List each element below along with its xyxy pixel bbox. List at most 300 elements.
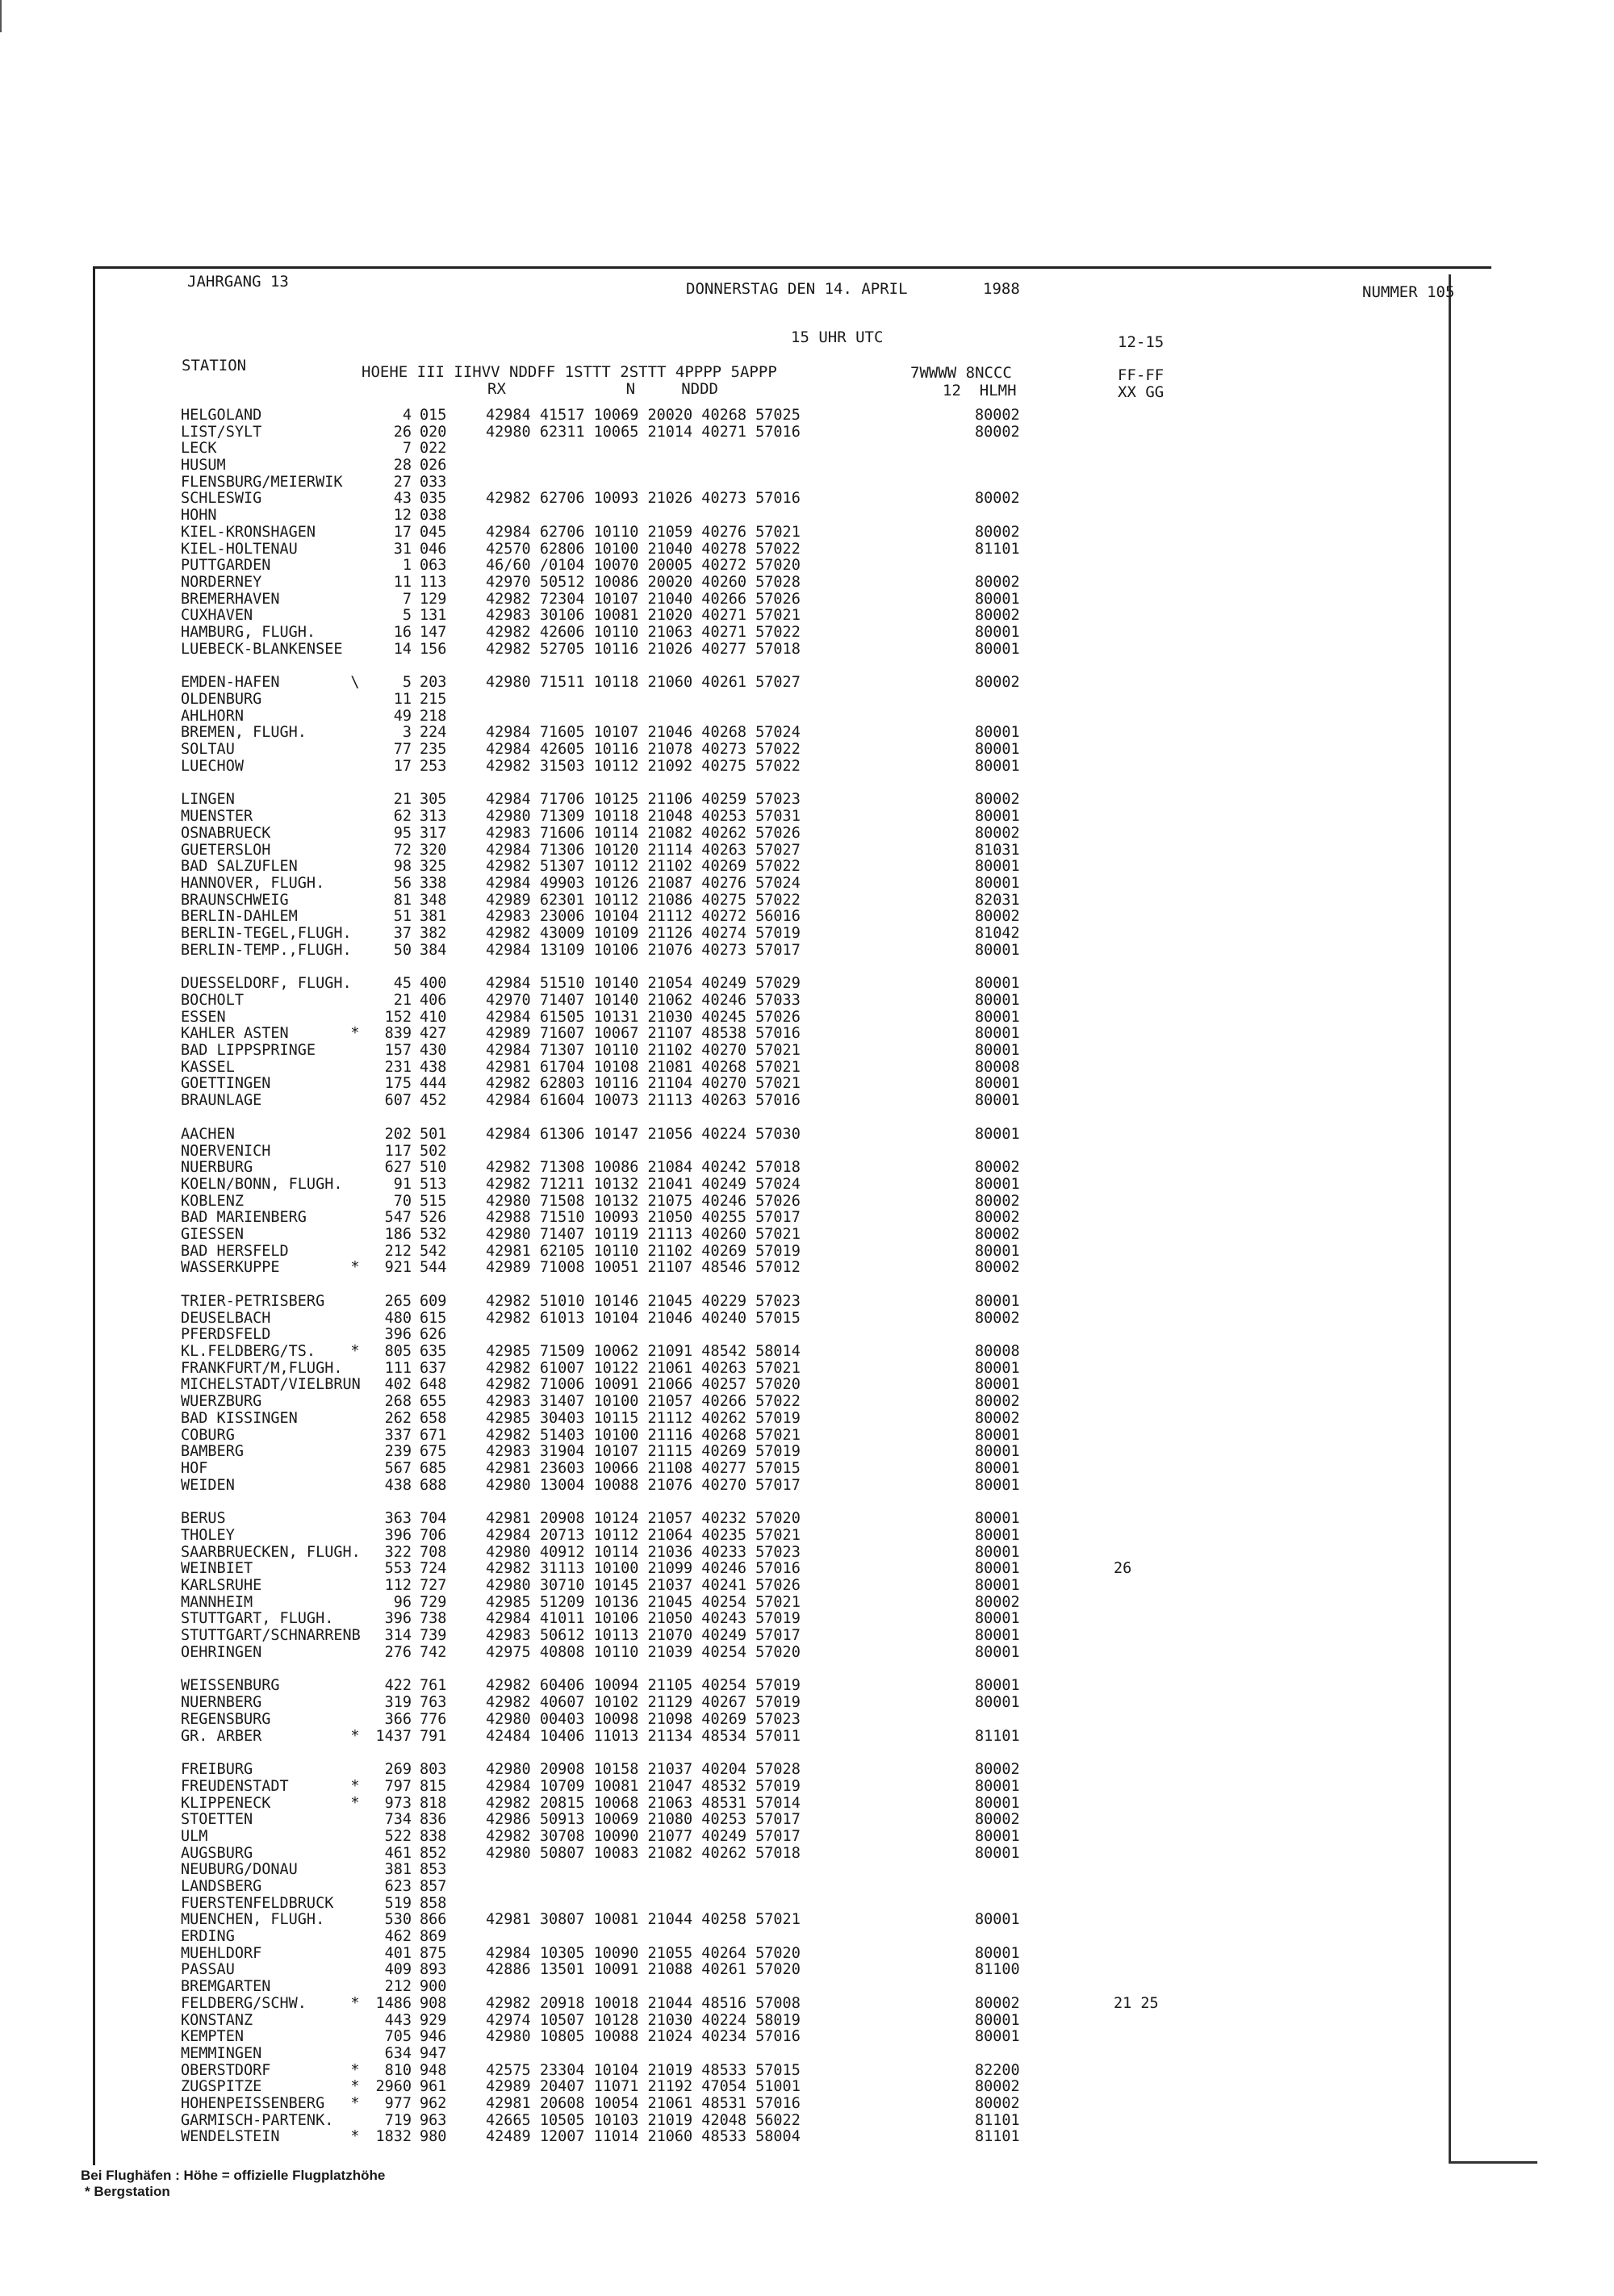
- cloud-code-group: 81101: [975, 2128, 1020, 2146]
- station-name: STUTTGART/SCHNARRENB: [181, 1627, 361, 1645]
- station-index: 515: [420, 1192, 447, 1210]
- station-index: 776: [420, 1710, 447, 1728]
- station-row: [176, 592, 1403, 609]
- station-row: [176, 642, 1403, 659]
- station-name: BRAUNLAGE: [181, 1092, 262, 1110]
- station-row: [176, 742, 1403, 759]
- station-index: 382: [420, 924, 447, 942]
- station-row: [176, 458, 1403, 475]
- station-name: BAD MARIENBERG: [181, 1209, 307, 1227]
- station-altitude: 810: [384, 2061, 412, 2079]
- station-name: AACHEN: [181, 1125, 235, 1143]
- cloud-code-group: 80001: [975, 1025, 1020, 1043]
- synop-code-groups: 42984 71706 10125 21106 40259 57023: [486, 791, 801, 809]
- station-altitude: 26: [393, 423, 412, 441]
- station-row: [176, 976, 1403, 993]
- station-row: [176, 1695, 1403, 1712]
- mountain-station-marker: *: [350, 1794, 360, 1812]
- station-altitude: 396: [384, 1326, 412, 1344]
- synop-code-groups: 42983 31407 10100 21057 40266 57022: [486, 1393, 801, 1411]
- station-altitude: 2960: [375, 2078, 412, 2096]
- synop-code-groups: 42984 41011 10106 21050 40243 57019: [486, 1610, 801, 1628]
- synop-code-groups: 42984 71307 10110 21102 40270 57021: [486, 1042, 801, 1060]
- synop-code-groups: 42982 71308 10086 21084 40242 57018: [486, 1159, 801, 1177]
- station-altitude: 91: [393, 1175, 412, 1193]
- station-row: [176, 1561, 1403, 1578]
- station-group: [176, 408, 1403, 658]
- station-altitude: 5: [402, 607, 412, 625]
- station-row: [176, 625, 1403, 642]
- cloud-code-group: 80001: [975, 1125, 1020, 1143]
- synop-code-groups: 42984 61505 10131 21030 40245 57026: [486, 1008, 801, 1026]
- station-name: NOERVENICH: [181, 1142, 271, 1160]
- station-name: GUETERSLOH: [181, 841, 271, 859]
- station-altitude: 11: [393, 691, 412, 708]
- station-row: [176, 1712, 1403, 1729]
- station-name: HANNOVER, FLUGH.: [181, 874, 325, 892]
- report-frame-right-edge: [1449, 274, 1451, 2163]
- station-altitude: 634: [384, 2044, 412, 2062]
- station-index: 325: [420, 858, 447, 876]
- station-index: 946: [420, 2028, 447, 2046]
- station-row: [176, 1912, 1403, 1929]
- station-index: 739: [420, 1627, 447, 1645]
- cloud-code-group: 80002: [975, 1209, 1020, 1227]
- station-index: 763: [420, 1694, 447, 1712]
- gust-value: 21 25: [1114, 1994, 1159, 2012]
- station-index: 235: [420, 741, 447, 759]
- synop-code-groups: 42984 41517 10069 20020 40268 57025: [486, 407, 801, 424]
- station-index: 129: [420, 590, 447, 608]
- station-index: 706: [420, 1526, 447, 1544]
- station-index: 218: [420, 707, 447, 725]
- synop-code-groups: 42984 10709 10081 21047 48532 57019: [486, 1777, 801, 1795]
- station-name: ULM: [181, 1827, 208, 1845]
- station-altitude: 28: [393, 457, 412, 475]
- synop-code-groups: 42984 42605 10116 21078 40273 57022: [486, 741, 801, 759]
- synop-code-groups: 42970 50512 10086 20020 40260 57028: [486, 573, 801, 591]
- station-row: [176, 1344, 1403, 1361]
- station-row: [176, 1026, 1403, 1043]
- synop-code-groups: 42982 43009 10109 21126 40274 57019: [486, 924, 801, 942]
- cloud-code-group: 80001: [975, 1526, 1020, 1544]
- station-name: TRIER-PETRISBERG: [181, 1293, 325, 1310]
- station-altitude: 319: [384, 1694, 412, 1712]
- station-row: [176, 542, 1403, 558]
- station-index: 113: [420, 573, 447, 591]
- station-index: 836: [420, 1811, 447, 1829]
- station-index: 026: [420, 457, 447, 475]
- station-index: 544: [420, 1259, 447, 1277]
- station-altitude: 72: [393, 841, 412, 859]
- station-table: [176, 408, 1403, 2163]
- station-index: 147: [420, 623, 447, 641]
- cloud-code-group: 80001: [975, 1459, 1020, 1477]
- station-index: 858: [420, 1894, 447, 1912]
- station-index: 045: [420, 523, 447, 541]
- synop-code-groups: 42984 62706 10110 21059 40276 57021: [486, 523, 801, 541]
- station-altitude: 921: [384, 1259, 412, 1277]
- station-index: 929: [420, 2011, 447, 2029]
- station-row: [176, 1394, 1403, 1411]
- station-name: BAD KISSINGEN: [181, 1409, 298, 1427]
- station-row: [176, 826, 1403, 843]
- synop-code-groups: 42986 50913 10069 21080 40253 57017: [486, 1811, 801, 1829]
- station-row: [176, 1444, 1403, 1461]
- station-row: [176, 1528, 1403, 1545]
- station-index: 671: [420, 1426, 447, 1444]
- station-row: [176, 2063, 1403, 2080]
- station-altitude: 396: [384, 1610, 412, 1628]
- synop-code-groups: 42984 10305 10090 21055 40264 57020: [486, 1944, 801, 1962]
- synop-code-groups: 42984 51510 10140 21054 40249 57029: [486, 975, 801, 993]
- mountain-station-marker: *: [350, 2094, 360, 2112]
- station-index: 729: [420, 1593, 447, 1611]
- station-name: DUESSELDORF, FLUGH.: [181, 975, 352, 993]
- station-altitude: 1: [402, 557, 412, 575]
- station-row: [176, 2096, 1403, 2113]
- station-index: 502: [420, 1142, 447, 1160]
- station-group: [176, 1511, 1403, 1661]
- station-name: GOETTINGEN: [181, 1075, 271, 1093]
- station-index: 542: [420, 1242, 447, 1260]
- cloud-code-group: 81101: [975, 1727, 1020, 1745]
- station-row: [176, 408, 1403, 424]
- synop-code-groups: 42981 30807 10081 21044 40258 57021: [486, 1911, 801, 1929]
- station-name: OLDENBURG: [181, 691, 262, 708]
- station-row: [176, 1762, 1403, 1779]
- station-altitude: 27: [393, 473, 412, 491]
- synop-code-groups: 42975 40808 10110 21039 40254 57020: [486, 1643, 801, 1661]
- station-name: THOLEY: [181, 1526, 235, 1544]
- station-altitude: 462: [384, 1928, 412, 1946]
- cloud-code-group: 81031: [975, 841, 1020, 859]
- cloud-code-group: 80001: [975, 975, 1020, 993]
- station-altitude: 202: [384, 1125, 412, 1143]
- station-altitude: 98: [393, 858, 412, 876]
- cloud-code-group: 80001: [975, 1543, 1020, 1561]
- station-name: KIEL-KRONSHAGEN: [181, 523, 316, 541]
- station-altitude: 7: [402, 590, 412, 608]
- station-row: [176, 1578, 1403, 1595]
- synop-code-groups: 42489 12007 11014 21060 48533 58004: [486, 2128, 801, 2146]
- station-altitude: 805: [384, 1343, 412, 1361]
- station-altitude: 16: [393, 623, 412, 641]
- cloud-code-group: 80002: [975, 2078, 1020, 2096]
- station-row: [176, 1361, 1403, 1378]
- station-row: [176, 792, 1403, 809]
- cloud-code-group: 80001: [975, 757, 1020, 775]
- station-altitude: 5: [402, 674, 412, 692]
- station-index: 962: [420, 2094, 447, 2112]
- cloud-code-group: 80001: [975, 858, 1020, 876]
- synop-code-groups: 42484 10406 11013 21134 48534 57011: [486, 1727, 801, 1745]
- station-altitude: 31: [393, 540, 412, 558]
- station-name: SOLTAU: [181, 741, 235, 759]
- station-name: HOHN: [181, 507, 217, 525]
- station-row: [176, 1862, 1403, 1879]
- cloud-code-group: 80001: [975, 1694, 1020, 1712]
- station-name: EMDEN-HAFEN: [181, 674, 280, 692]
- station-name: SCHLESWIG: [181, 490, 262, 508]
- station-altitude: 553: [384, 1560, 412, 1578]
- synop-code-groups: 42665 10505 10103 21019 42048 56022: [486, 2111, 801, 2129]
- station-index: 791: [420, 1727, 447, 1745]
- station-row: [176, 1461, 1403, 1478]
- station-group: [176, 675, 1403, 775]
- synop-code-groups: 42989 71008 10051 21107 48546 57012: [486, 1259, 801, 1277]
- station-name: OSNABRUECK: [181, 824, 271, 842]
- station-index: 675: [420, 1443, 447, 1461]
- station-row: [176, 2113, 1403, 2130]
- cloud-code-group: 80001: [975, 1643, 1020, 1661]
- station-name: BREMGARTEN: [181, 1978, 271, 1996]
- cloud-code-group: 80001: [975, 874, 1020, 892]
- station-altitude: 111: [384, 1359, 412, 1377]
- station-row: [176, 1428, 1403, 1445]
- station-index: 305: [420, 791, 447, 809]
- station-name: ESSEN: [181, 1008, 226, 1026]
- station-altitude: 4: [402, 407, 412, 424]
- synop-code-groups: 42982 40607 10102 21129 40267 57019: [486, 1694, 801, 1712]
- station-altitude: 381: [384, 1861, 412, 1879]
- cloud-code-group: 80001: [975, 1510, 1020, 1528]
- station-name: WEIDEN: [181, 1476, 235, 1494]
- synop-code-groups: 42980 10805 10088 21024 40234 57016: [486, 2028, 801, 2046]
- station-group: [176, 1127, 1403, 1277]
- station-index: 033: [420, 473, 447, 491]
- station-row: [176, 1729, 1403, 1746]
- station-altitude: 269: [384, 1761, 412, 1779]
- synop-code-groups: 46/60 /0104 10070 20005 40272 57020: [486, 557, 801, 575]
- station-row: [176, 525, 1403, 542]
- gust-value: 26: [1114, 1560, 1132, 1578]
- cloud-code-group: 80002: [975, 407, 1020, 424]
- station-row: [176, 692, 1403, 709]
- mountain-station-marker: *: [350, 1777, 360, 1795]
- station-name: HOF: [181, 1459, 208, 1477]
- volume-label: JAHRGANG 13: [187, 273, 289, 291]
- station-name: ZUGSPITZE: [181, 2078, 262, 2096]
- synop-code-groups: 42980 20908 10158 21037 40204 57028: [486, 1761, 801, 1779]
- cloud-code-group: 80002: [975, 490, 1020, 508]
- station-index: 637: [420, 1359, 447, 1377]
- station-row: [176, 1628, 1403, 1645]
- cloud-code-group: 80001: [975, 741, 1020, 759]
- cloud-code-group: 80001: [975, 1944, 1020, 1962]
- station-name: WUERZBURG: [181, 1393, 262, 1411]
- synop-code-groups: 42980 71511 10118 21060 40261 57027: [486, 674, 801, 692]
- group7-column-header: 7WWWW 8NCCC: [910, 364, 1012, 382]
- station-altitude: 522: [384, 1827, 412, 1845]
- station-altitude: 547: [384, 1209, 412, 1227]
- synop-code-groups: 42980 50807 10083 21082 40262 57018: [486, 1844, 801, 1862]
- station-name: PFERDSFELD: [181, 1326, 271, 1344]
- synop-code-groups: 42984 61306 10147 21056 40224 57030: [486, 1125, 801, 1143]
- station-name: SAARBRUECKEN, FLUGH.: [181, 1543, 361, 1561]
- code-columns-subheader: RX N NDDD: [487, 380, 718, 398]
- station-row: [176, 709, 1403, 726]
- station-name: KAHLER ASTEN: [181, 1025, 289, 1043]
- synop-code-groups: 42982 51403 10100 21116 40268 57021: [486, 1426, 801, 1444]
- station-row: [176, 508, 1403, 525]
- synop-code-groups: 42982 20918 10018 21044 48516 57008: [486, 1994, 801, 2012]
- synop-code-groups: 42984 49903 10126 21087 40276 57024: [486, 874, 801, 892]
- station-name: PUTTGARDEN: [181, 557, 271, 575]
- cloud-code-group: 80008: [975, 1343, 1020, 1361]
- station-name: WEISSENBURG: [181, 1677, 280, 1695]
- station-index: 444: [420, 1075, 447, 1093]
- station-altitude: 480: [384, 1309, 412, 1327]
- station-index: 438: [420, 1058, 447, 1076]
- synop-code-groups: 42982 31113 10100 21099 40246 57016: [486, 1560, 801, 1578]
- synop-code-groups: 42982 61007 10122 21061 40263 57021: [486, 1359, 801, 1377]
- synop-code-groups: 42982 51010 10146 21045 40229 57023: [486, 1293, 801, 1310]
- synop-code-groups: 42974 10507 10128 21030 40224 58019: [486, 2011, 801, 2029]
- cloud-code-group: 80002: [975, 824, 1020, 842]
- synop-code-groups: 42982 20815 10068 21063 48531 57014: [486, 1794, 801, 1812]
- cloud-code-group: 80001: [975, 590, 1020, 608]
- station-row: [176, 491, 1403, 508]
- station-index: 317: [420, 824, 447, 842]
- station-altitude: 314: [384, 1627, 412, 1645]
- station-index: 738: [420, 1610, 447, 1628]
- station-row: [176, 1411, 1403, 1428]
- station-name: GR. ARBER: [181, 1727, 262, 1745]
- station-altitude: 268: [384, 1393, 412, 1411]
- synop-code-groups: 42981 20608 10054 21061 48531 57016: [486, 2094, 801, 2112]
- station-index: 131: [420, 607, 447, 625]
- station-altitude: 401: [384, 1944, 412, 1962]
- synop-code-groups: 42980 00403 10098 21098 40269 57023: [486, 1710, 801, 1728]
- cloud-code-group: 80002: [975, 908, 1020, 926]
- station-name: BERUS: [181, 1510, 226, 1528]
- station-name: REGENSBURG: [181, 1710, 271, 1728]
- station-altitude: 152: [384, 1008, 412, 1026]
- synop-code-groups: 42989 20407 11071 21192 47054 51001: [486, 2078, 801, 2096]
- station-name: BAD SALZUFLEN: [181, 858, 298, 876]
- station-name: BREMERHAVEN: [181, 590, 280, 608]
- station-row: [176, 1160, 1403, 1177]
- station-altitude: 21: [393, 791, 412, 809]
- station-altitude: 49: [393, 707, 412, 725]
- station-index: 400: [420, 975, 447, 993]
- station-row: [176, 1946, 1403, 1963]
- station-index: 980: [420, 2128, 447, 2146]
- station-index: 727: [420, 1577, 447, 1594]
- station-name: KOELN/BONN, FLUGH.: [181, 1175, 343, 1193]
- group7-column-subheader: 12 HLMH: [943, 382, 1017, 399]
- station-index: 658: [420, 1409, 447, 1427]
- cloud-code-group: 80001: [975, 1627, 1020, 1645]
- synop-code-groups: 42984 61604 10073 21113 40263 57016: [486, 1092, 801, 1110]
- station-index: 961: [420, 2078, 447, 2096]
- cloud-code-group: 80001: [975, 1911, 1020, 1929]
- station-altitude: 734: [384, 1811, 412, 1829]
- station-row: [176, 1929, 1403, 1946]
- station-name: LECK: [181, 440, 217, 458]
- synop-code-groups: 42982 71006 10091 21066 40257 57020: [486, 1376, 801, 1394]
- station-name: KARLSRUHE: [181, 1577, 262, 1594]
- synop-code-groups: 42575 23304 10104 21019 48533 57015: [486, 2061, 801, 2079]
- station-row: [176, 575, 1403, 592]
- synop-code-groups: 42983 31904 10107 21115 40269 57019: [486, 1443, 801, 1461]
- cloud-code-group: 80001: [975, 1827, 1020, 1845]
- station-name: BAMBERG: [181, 1443, 244, 1461]
- year-label: 1988: [983, 280, 1020, 298]
- station-row: [176, 809, 1403, 826]
- station-row: [176, 1511, 1403, 1528]
- scan-edge-mark: [0, 0, 2, 32]
- station-index: 685: [420, 1459, 447, 1477]
- cloud-code-group: 80002: [975, 1259, 1020, 1277]
- cloud-code-group: 80002: [975, 573, 1020, 591]
- station-row: [176, 608, 1403, 625]
- cloud-code-group: 80001: [975, 1443, 1020, 1461]
- station-name: FRANKFURT/M,FLUGH.: [181, 1359, 343, 1377]
- station-index: 015: [420, 407, 447, 424]
- station-index: 704: [420, 1510, 447, 1528]
- station-name: STUTTGART, FLUGH.: [181, 1610, 334, 1628]
- synop-code-groups: 42983 30106 10081 21020 40271 57021: [486, 607, 801, 625]
- station-row: [176, 1595, 1403, 1612]
- station-index: 501: [420, 1125, 447, 1143]
- time-range: 12-15: [1118, 333, 1165, 351]
- station-index: 857: [420, 1878, 447, 1895]
- cloud-code-group: 80001: [975, 1844, 1020, 1862]
- cloud-code-group: 80001: [975, 1560, 1020, 1578]
- station-altitude: 607: [384, 1092, 412, 1110]
- station-altitude: 21: [393, 992, 412, 1009]
- station-name: KIEL-HOLTENAU: [181, 540, 298, 558]
- station-index: 869: [420, 1928, 447, 1946]
- station-name: KONSTANZ: [181, 2011, 253, 2029]
- station-name: MUENCHEN, FLUGH.: [181, 1911, 325, 1929]
- station-row: [176, 1093, 1403, 1110]
- synop-code-groups: 42989 71607 10067 21107 48538 57016: [486, 1025, 801, 1043]
- synop-code-groups: 42980 71407 10119 21113 40260 57021: [486, 1225, 801, 1243]
- cloud-code-group: 80001: [975, 1426, 1020, 1444]
- station-index: 203: [420, 674, 447, 692]
- station-altitude: 1486: [375, 1994, 412, 2012]
- station-row: [176, 1962, 1403, 1979]
- station-index: 708: [420, 1543, 447, 1561]
- station-name: PASSAU: [181, 1961, 235, 1979]
- station-name: KLIPPENECK: [181, 1794, 271, 1812]
- station-index: 406: [420, 992, 447, 1009]
- station-index: 688: [420, 1476, 447, 1494]
- gust-column-header: FF-FF: [1118, 366, 1165, 384]
- station-name: CUXHAVEN: [181, 607, 253, 625]
- station-name: HUSUM: [181, 457, 226, 475]
- synop-code-groups: 42570 62806 10100 21040 40278 57022: [486, 540, 801, 558]
- synop-code-groups: 42982 30708 10090 21077 40249 57017: [486, 1827, 801, 1845]
- station-row: [176, 1294, 1403, 1311]
- station-altitude: 1437: [375, 1727, 412, 1745]
- station-index: 046: [420, 540, 447, 558]
- cloud-code-group: 80001: [975, 623, 1020, 641]
- station-index: 022: [420, 440, 447, 458]
- station-altitude: 17: [393, 523, 412, 541]
- station-index: 035: [420, 490, 447, 508]
- station-name: LUEBECK-BLANKENSEE: [181, 640, 343, 658]
- station-row: [176, 909, 1403, 926]
- station-altitude: 396: [384, 1526, 412, 1544]
- station-row: [176, 1678, 1403, 1695]
- station-altitude: 337: [384, 1426, 412, 1444]
- cloud-code-group: 80001: [975, 1677, 1020, 1695]
- station-row: [176, 1478, 1403, 1495]
